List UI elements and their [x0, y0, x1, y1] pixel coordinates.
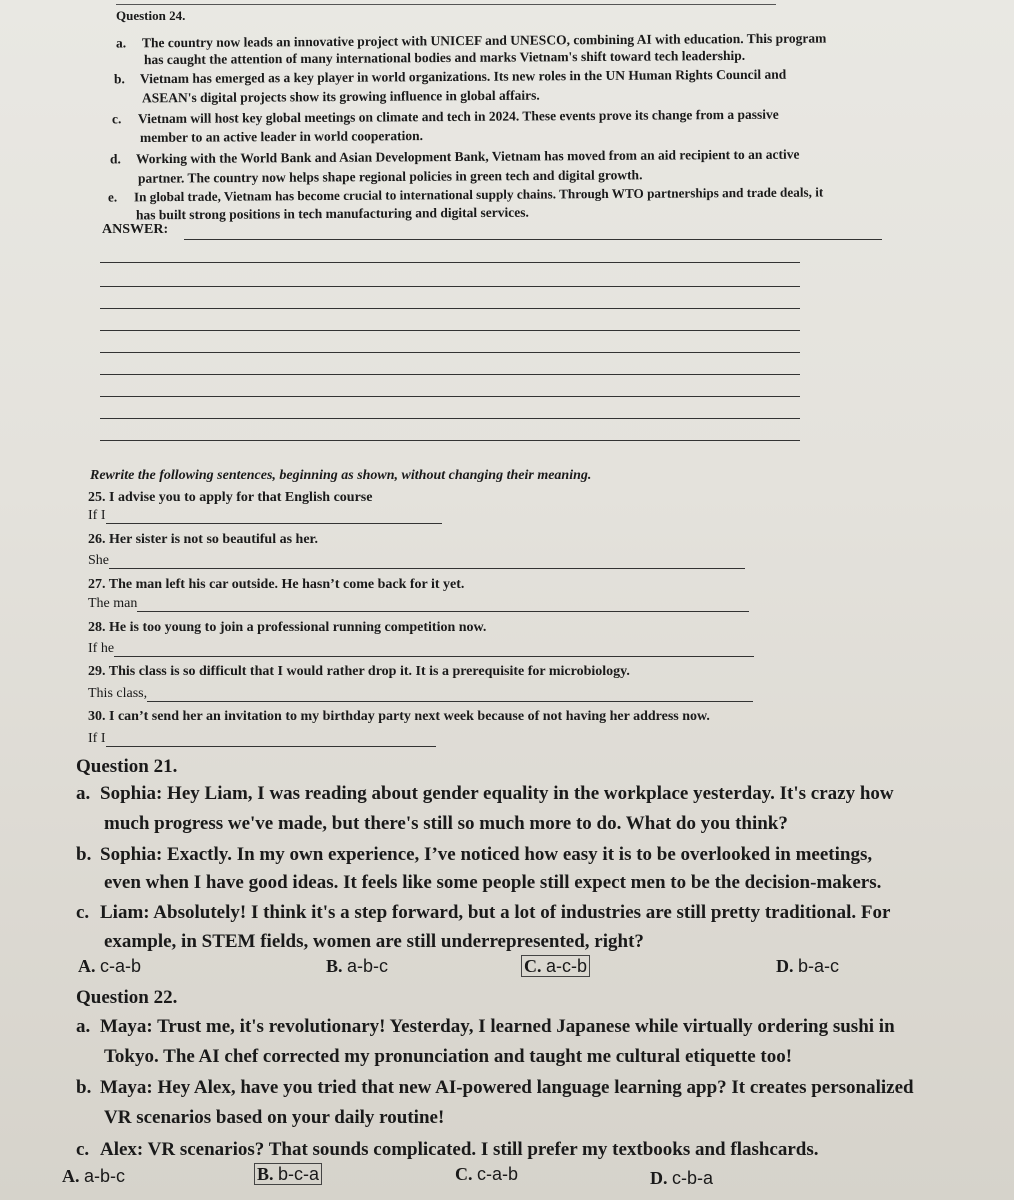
- q21-option-c[interactable]: C. a-c-b: [521, 956, 590, 977]
- q21-line-c: c. Liam: Absolutely! I think it's a step forward, but a lot of industries are still pretty traditional. For: [76, 902, 891, 923]
- question-24-title: Question 24.: [116, 8, 186, 23]
- q21-option-a[interactable]: A. c-a-b: [78, 956, 142, 976]
- q22-line-a: a. Maya: Trust me, it's revolutionary! Yesterday, I learned Japanese while virtually ordering sushi in: [76, 1016, 895, 1037]
- answer-line[interactable]: [100, 352, 800, 353]
- exercise-27-stem: The man: [88, 596, 749, 612]
- answer-line[interactable]: [100, 440, 800, 441]
- q22-line-c: c. Alex: VR scenarios? That sounds complicated. I still prefer my textbooks and flashcards.: [76, 1139, 819, 1160]
- q24-item-e: e. In global trade, Vietnam has become crucial to international supply chains. Through WTO partnerships and trade deals, it: [107, 184, 824, 205]
- answer-line[interactable]: [100, 308, 800, 309]
- exercise-27: 27. The man left his car outside. He hasn’t come back for it yet.: [88, 577, 465, 592]
- exercise-29: 29. This class is so difficult that I would rather drop it. It is a prerequisite for microbiology.: [88, 664, 630, 679]
- q21-line-a-cont: much progress we've made, but there's still so much more to do. What do you think?: [104, 813, 788, 834]
- answer-label: ANSWER:: [102, 222, 169, 237]
- top-rule: [116, 4, 776, 5]
- exercise-27-blank[interactable]: [137, 597, 749, 612]
- q24-item-b: b. Vietnam has emerged as a key player in world organizations. Its new roles in the UN Human Rights Council and: [113, 66, 787, 87]
- q22-option-d[interactable]: D. c-b-a: [650, 1168, 714, 1188]
- q24-item-b-cont: ASEAN's digital projects show its growing influence in global affairs.: [141, 87, 540, 106]
- answer-line[interactable]: [184, 239, 882, 240]
- answer-line[interactable]: [100, 262, 800, 263]
- q24-item-a-cont: has caught the attention of many international bodies and marks Vietnam's shift toward tech leadership.: [143, 47, 746, 68]
- answer-line[interactable]: [100, 286, 800, 287]
- exercise-26-blank[interactable]: [109, 554, 745, 569]
- exercise-25: 25. I advise you to apply for that English course: [88, 490, 373, 505]
- exercise-28-blank[interactable]: [114, 642, 754, 657]
- q24-item-a: a. The country now leads an innovative project with UNICEF and UNESCO, combining AI with education. This program: [115, 30, 827, 51]
- q21-option-d[interactable]: D. b-a-c: [776, 956, 840, 976]
- exercise-29-blank[interactable]: [147, 687, 753, 702]
- question-22-title: Question 22.: [76, 987, 178, 1008]
- answer-line[interactable]: [100, 374, 800, 375]
- exercise-26-stem: She: [88, 553, 745, 569]
- exercise-26: 26. Her sister is not so beautiful as her.: [88, 532, 318, 547]
- exercise-25-stem: If I: [88, 508, 442, 524]
- exercise-25-blank[interactable]: [106, 509, 442, 524]
- exercise-28-stem: If he: [88, 641, 754, 657]
- q22-option-c[interactable]: C. c-a-b: [455, 1164, 519, 1184]
- q24-item-d: d. Working with the World Bank and Asian Development Bank, Vietnam has moved from an aid recipient to an active: [109, 146, 800, 167]
- exercise-30-stem: If I: [88, 731, 436, 747]
- answer-line[interactable]: [100, 330, 800, 331]
- exercise-28: 28. He is too young to join a professional running competition now.: [88, 620, 487, 635]
- question-21-title: Question 21.: [76, 756, 178, 777]
- exercise-30: 30. I can’t send her an invitation to my birthday party next week because of not having her address now.: [88, 709, 710, 724]
- q22-option-a[interactable]: A. a-b-c: [62, 1166, 126, 1186]
- q21-line-b: b. Sophia: Exactly. In my own experience, I’ve noticed how easy it is to be overlooked in meetings,: [76, 844, 873, 865]
- rewrite-instructions: Rewrite the following sentences, beginning as shown, without changing their meaning.: [90, 468, 592, 483]
- q24-item-d-cont: partner. The country now helps shape regional policies in green tech and digital growth.: [137, 167, 643, 186]
- q22-option-b[interactable]: B. b-c-a: [254, 1164, 322, 1185]
- exercise-29-stem: This class,: [88, 686, 753, 702]
- q24-item-c-cont: member to an active leader in world cooperation.: [139, 128, 424, 145]
- answer-line[interactable]: [100, 418, 800, 419]
- q22-line-b-cont: VR scenarios based on your daily routine!: [104, 1107, 445, 1128]
- q22-line-a-cont: Tokyo. The AI chef corrected my pronunciation and taught me cultural etiquette too!: [104, 1046, 793, 1067]
- q21-line-c-cont: example, in STEM fields, women are still underrepresented, right?: [104, 931, 644, 952]
- q21-option-b[interactable]: B. a-b-c: [326, 956, 389, 976]
- answer-line[interactable]: [100, 396, 800, 397]
- q21-line-a: a. Sophia: Hey Liam, I was reading about gender equality in the workplace yesterday. It's crazy how: [76, 783, 894, 804]
- q22-line-b: b. Maya: Hey Alex, have you tried that new AI-powered language learning app? It creates personalized: [76, 1077, 914, 1098]
- q21-line-b-cont: even when I have good ideas. It feels like some people still expect men to be the decision-makers.: [104, 872, 882, 893]
- q24-item-c: c. Vietnam will host key global meetings on climate and tech in 2024. These events prove its change from a passive: [111, 106, 779, 127]
- q24-item-e-cont: has built strong positions in tech manufacturing and digital services.: [135, 204, 529, 223]
- exercise-30-blank[interactable]: [106, 732, 436, 747]
